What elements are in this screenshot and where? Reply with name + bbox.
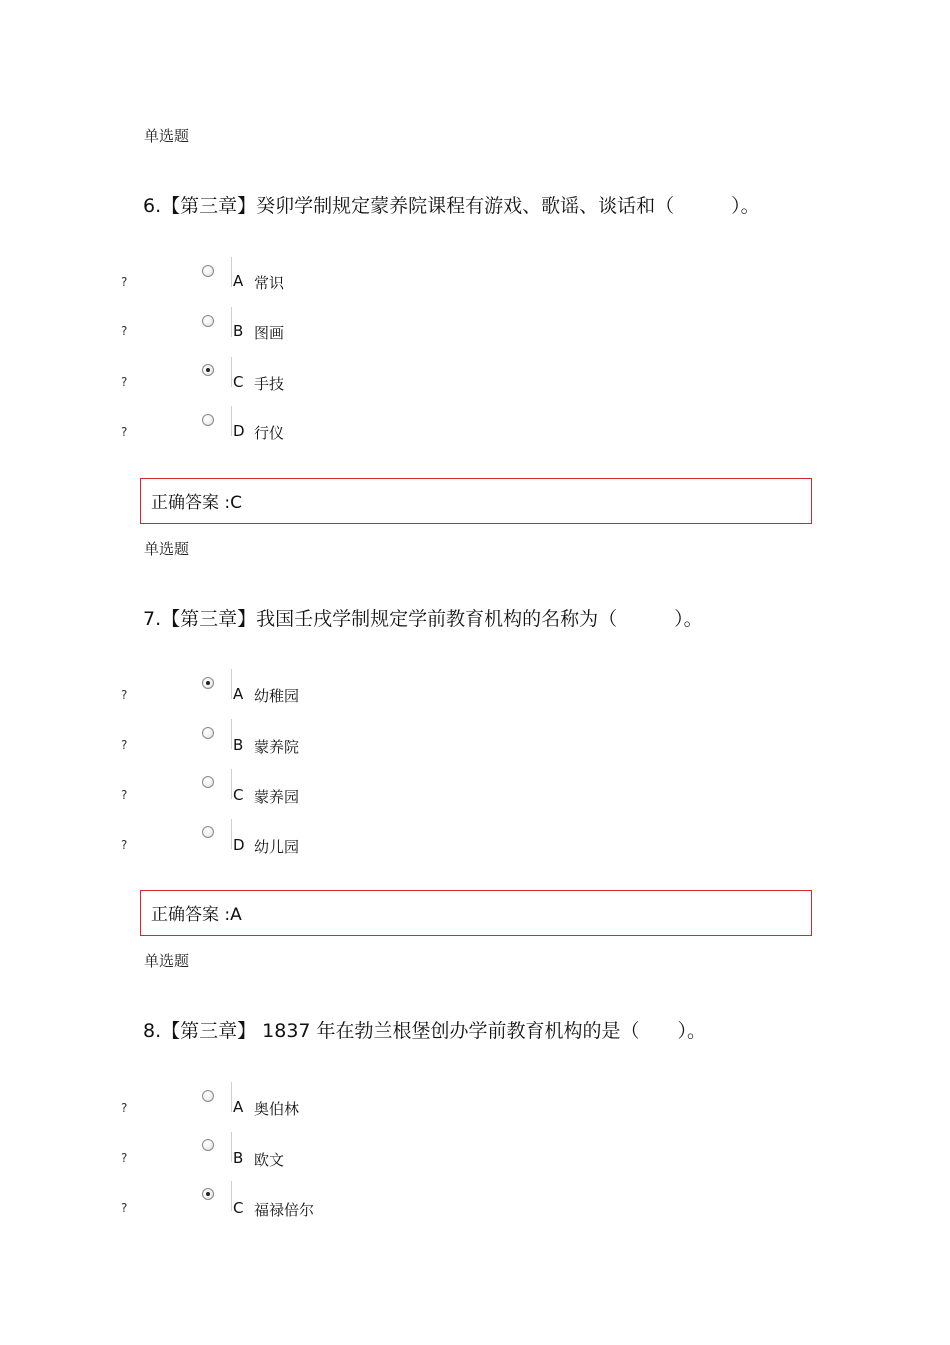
question-marker: ? <box>121 425 128 439</box>
radio-option-b[interactable] <box>202 315 214 327</box>
option-divider <box>231 669 232 699</box>
option-divider <box>231 769 232 799</box>
option-text: 幼儿园 <box>254 838 300 856</box>
option-letter: D <box>233 836 245 854</box>
question-marker: ? <box>121 788 128 802</box>
question-type-label: 单选题 <box>144 127 190 145</box>
option-letter: B <box>233 736 244 754</box>
correct-answer-box <box>140 890 812 936</box>
option-divider <box>231 819 232 849</box>
option-text: 幼稚园 <box>254 687 300 705</box>
radio-option-b[interactable] <box>202 1139 214 1151</box>
option-divider <box>231 1082 232 1112</box>
option-letter: A <box>233 685 244 703</box>
question-marker: ? <box>121 738 128 752</box>
option-letter: D <box>233 422 245 440</box>
option-text: 福禄倍尔 <box>254 1201 315 1219</box>
option-letter: B <box>233 322 244 340</box>
radio-option-b[interactable] <box>202 727 214 739</box>
question-marker: ? <box>121 688 128 702</box>
correct-answer-text: 正确答案 :A <box>151 905 242 925</box>
option-letter: C <box>233 373 244 391</box>
correct-answer-text: 正确答案 :C <box>151 493 243 513</box>
correct-answer-box <box>140 478 812 524</box>
option-text: 手技 <box>254 375 285 393</box>
option-text: 图画 <box>254 324 285 342</box>
option-divider <box>231 357 232 387</box>
radio-option-c[interactable] <box>202 364 214 376</box>
option-letter: A <box>233 1098 244 1116</box>
radio-option-d[interactable] <box>202 414 214 426</box>
option-divider <box>231 406 232 436</box>
option-divider <box>231 1132 232 1162</box>
option-letter: A <box>233 272 244 290</box>
radio-option-a[interactable] <box>202 677 214 689</box>
radio-option-a[interactable] <box>202 1090 214 1102</box>
option-divider <box>231 307 232 337</box>
question-type-label: 单选题 <box>144 540 190 558</box>
question-marker: ? <box>121 275 128 289</box>
question-text: 6.【第三章】癸卯学制规定蒙养院课程有游戏、歌谣、谈话和（ ）。 <box>143 195 760 217</box>
option-text: 行仪 <box>254 424 285 442</box>
option-text: 欧文 <box>254 1151 285 1169</box>
radio-option-c[interactable] <box>202 776 214 788</box>
option-letter: C <box>233 1199 244 1217</box>
option-divider <box>231 1181 232 1211</box>
question-marker: ? <box>121 838 128 852</box>
option-divider <box>231 719 232 749</box>
option-text: 蒙养园 <box>254 788 300 806</box>
option-text: 奥伯林 <box>254 1100 300 1118</box>
option-letter: C <box>233 786 244 804</box>
question-text: 8.【第三章】 1837 年在勃兰根堡创办学前教育机构的是（ ）。 <box>143 1020 707 1042</box>
radio-option-a[interactable] <box>202 265 214 277</box>
option-text: 常识 <box>254 274 285 292</box>
question-marker: ? <box>121 1201 128 1215</box>
question-marker: ? <box>121 375 128 389</box>
question-type-label: 单选题 <box>144 952 190 970</box>
question-marker: ? <box>121 1151 128 1165</box>
question-marker: ? <box>121 324 128 338</box>
question-marker: ? <box>121 1101 128 1115</box>
radio-option-d[interactable] <box>202 826 214 838</box>
option-letter: B <box>233 1149 244 1167</box>
radio-option-c[interactable] <box>202 1188 214 1200</box>
question-text: 7.【第三章】我国壬戌学制规定学前教育机构的名称为（ ）。 <box>143 608 703 630</box>
option-text: 蒙养院 <box>254 738 300 756</box>
option-divider <box>231 257 232 287</box>
